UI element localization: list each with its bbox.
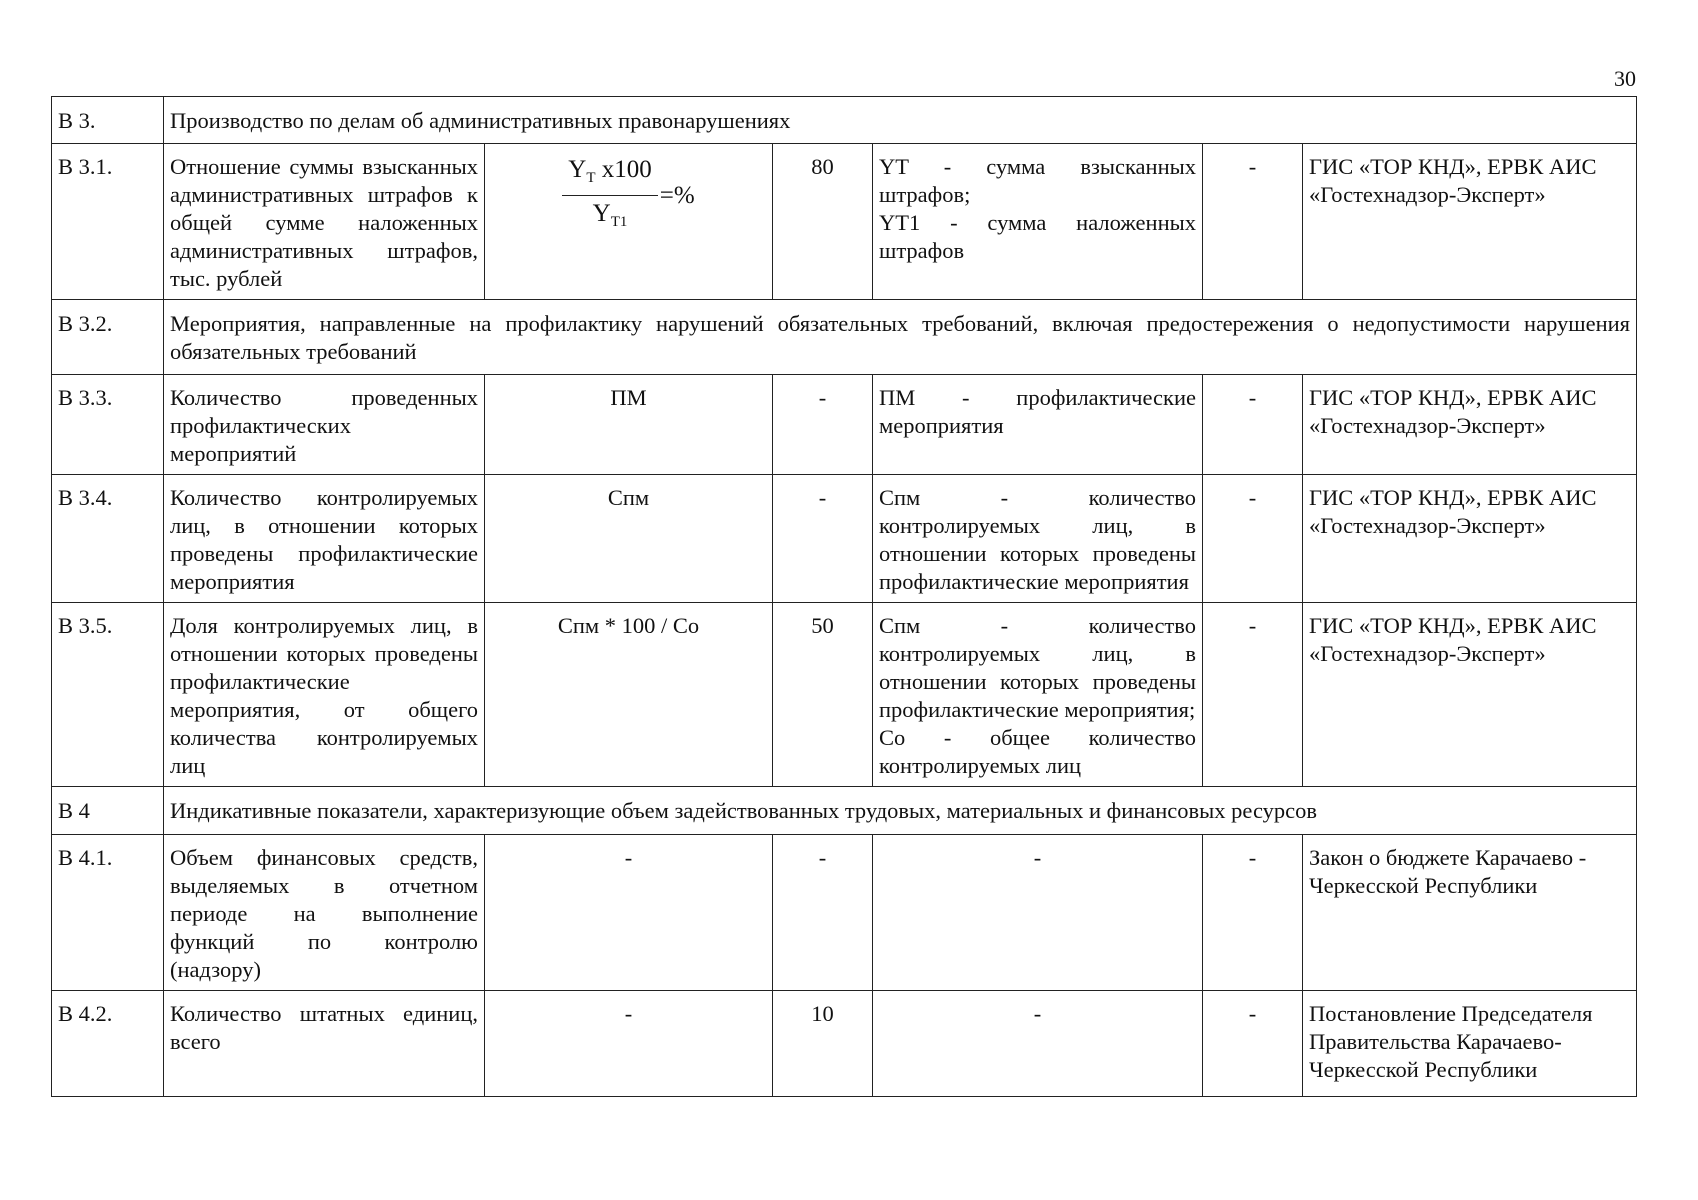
- table-row-b3-3: [52, 375, 1637, 475]
- formula-denominator: [593, 196, 628, 236]
- target-value: -: [773, 375, 873, 475]
- formula-cell: -: [485, 835, 773, 991]
- extra-value: -: [1203, 475, 1303, 603]
- target-value: 10: [773, 991, 873, 1097]
- data-source: ГИС «ТОР КНД», ЕРВК АИС «Гостехнадзор-Эксперт»: [1303, 375, 1637, 475]
- row-code: В 3.1.: [52, 144, 164, 300]
- indicator-name: Отношение суммы взысканных административных штрафов к общей сумме наложенных административных штрафов, тыс. рублей: [164, 144, 485, 300]
- numerator-subscript: T: [586, 170, 596, 186]
- row-code: В 4.1.: [52, 835, 164, 991]
- variable-definition: YT - сумма взысканных штрафов; YT1 - сумма наложенных штрафов: [873, 144, 1203, 300]
- formula-cell: ПМ: [485, 375, 773, 475]
- indicators-table: [51, 96, 1637, 1097]
- extra-value: -: [1203, 375, 1303, 475]
- data-source: ГИС «ТОР КНД», ЕРВК АИС «Гостехнадзор-Эксперт»: [1303, 603, 1637, 787]
- variable-definition: -: [873, 991, 1203, 1097]
- target-value: -: [773, 835, 873, 991]
- table-row-b3-1: [52, 144, 1637, 300]
- formula-cell: -: [485, 991, 773, 1097]
- numerator-multiplier: x100: [595, 156, 652, 183]
- section-title: Мероприятия, направленные на профилактику нарушений обязательных требований, включая предостережения о недопустимости нарушения обязательных требований: [164, 300, 1637, 375]
- section-code: В 4: [52, 787, 164, 835]
- formula-cell: Спм: [485, 475, 773, 603]
- section-row-b3: [52, 97, 1637, 144]
- formula: [562, 155, 694, 236]
- data-source: ГИС «ТОР КНД», ЕРВК АИС «Гостехнадзор-Эксперт»: [1303, 144, 1637, 300]
- target-value: 80: [773, 144, 873, 300]
- row-code: В 3.3.: [52, 375, 164, 475]
- denominator-symbol: Y: [592, 200, 611, 227]
- row-code: В 3.4.: [52, 475, 164, 603]
- data-source: Постановление Председателя Правительства Карачаево-Черкесской Республики: [1303, 991, 1637, 1097]
- indicator-name: Количество контролируемых лиц, в отношении которых проведены профилактические мероприятия: [164, 475, 485, 603]
- table-row-b4-2: [52, 991, 1637, 1097]
- section-code: В 3.: [52, 97, 164, 144]
- indicator-name: Доля контролируемых лиц, в отношении которых проведены профилактические мероприятия, от общего количества контролируемых лиц: [164, 603, 485, 787]
- variable-definition: ПМ - профилактические мероприятия: [873, 375, 1203, 475]
- target-value: -: [773, 475, 873, 603]
- row-code: В 4.2.: [52, 991, 164, 1097]
- extra-value: -: [1203, 991, 1303, 1097]
- fraction: [562, 155, 657, 236]
- numerator-symbol: Y: [568, 156, 587, 183]
- formula-cell: [485, 144, 773, 300]
- section-row-b3-2: [52, 300, 1637, 375]
- indicator-name: Объем финансовых средств, выделяемых в отчетном периоде на выполнение функций по контролю (надзору): [164, 835, 485, 991]
- row-code: В 3.5.: [52, 603, 164, 787]
- extra-value: -: [1203, 835, 1303, 991]
- variable-definition: Спм - количество контролируемых лиц, в отношении которых проведены профилактические мероприятия: [873, 475, 1203, 603]
- table-row-b3-5: [52, 603, 1637, 787]
- denominator-subscript: T1: [610, 214, 628, 230]
- indicator-name: Количество штатных единиц, всего: [164, 991, 485, 1097]
- variable-definition: Спм - количество контролируемых лиц, в отношении которых проведены профилактические мероприятия; Со - общее количество контролируемых лиц: [873, 603, 1203, 787]
- section-title: Производство по делам об административных правонарушениях: [164, 97, 1637, 144]
- variable-definition: -: [873, 835, 1203, 991]
- section-code: В 3.2.: [52, 300, 164, 375]
- extra-value: -: [1203, 603, 1303, 787]
- extra-value: -: [1203, 144, 1303, 300]
- table-row-b3-4: [52, 475, 1637, 603]
- data-source: ГИС «ТОР КНД», ЕРВК АИС «Гостехнадзор-Эксперт»: [1303, 475, 1637, 603]
- data-source: Закон о бюджете Карачаево - Черкесской Республики: [1303, 835, 1637, 991]
- formula-numerator: [562, 155, 657, 196]
- table-row-b4-1: [52, 835, 1637, 991]
- formula-result: =%: [659, 181, 695, 209]
- target-value: 50: [773, 603, 873, 787]
- section-row-b4: [52, 787, 1637, 835]
- section-title: Индикативные показатели, характеризующие объем задействованных трудовых, материальных и финансовых ресурсов: [164, 787, 1637, 835]
- formula-cell: Спм * 100 / Со: [485, 603, 773, 787]
- indicator-name: Количество проведенных профилактических мероприятий: [164, 375, 485, 475]
- page-number: 30: [1614, 66, 1636, 91]
